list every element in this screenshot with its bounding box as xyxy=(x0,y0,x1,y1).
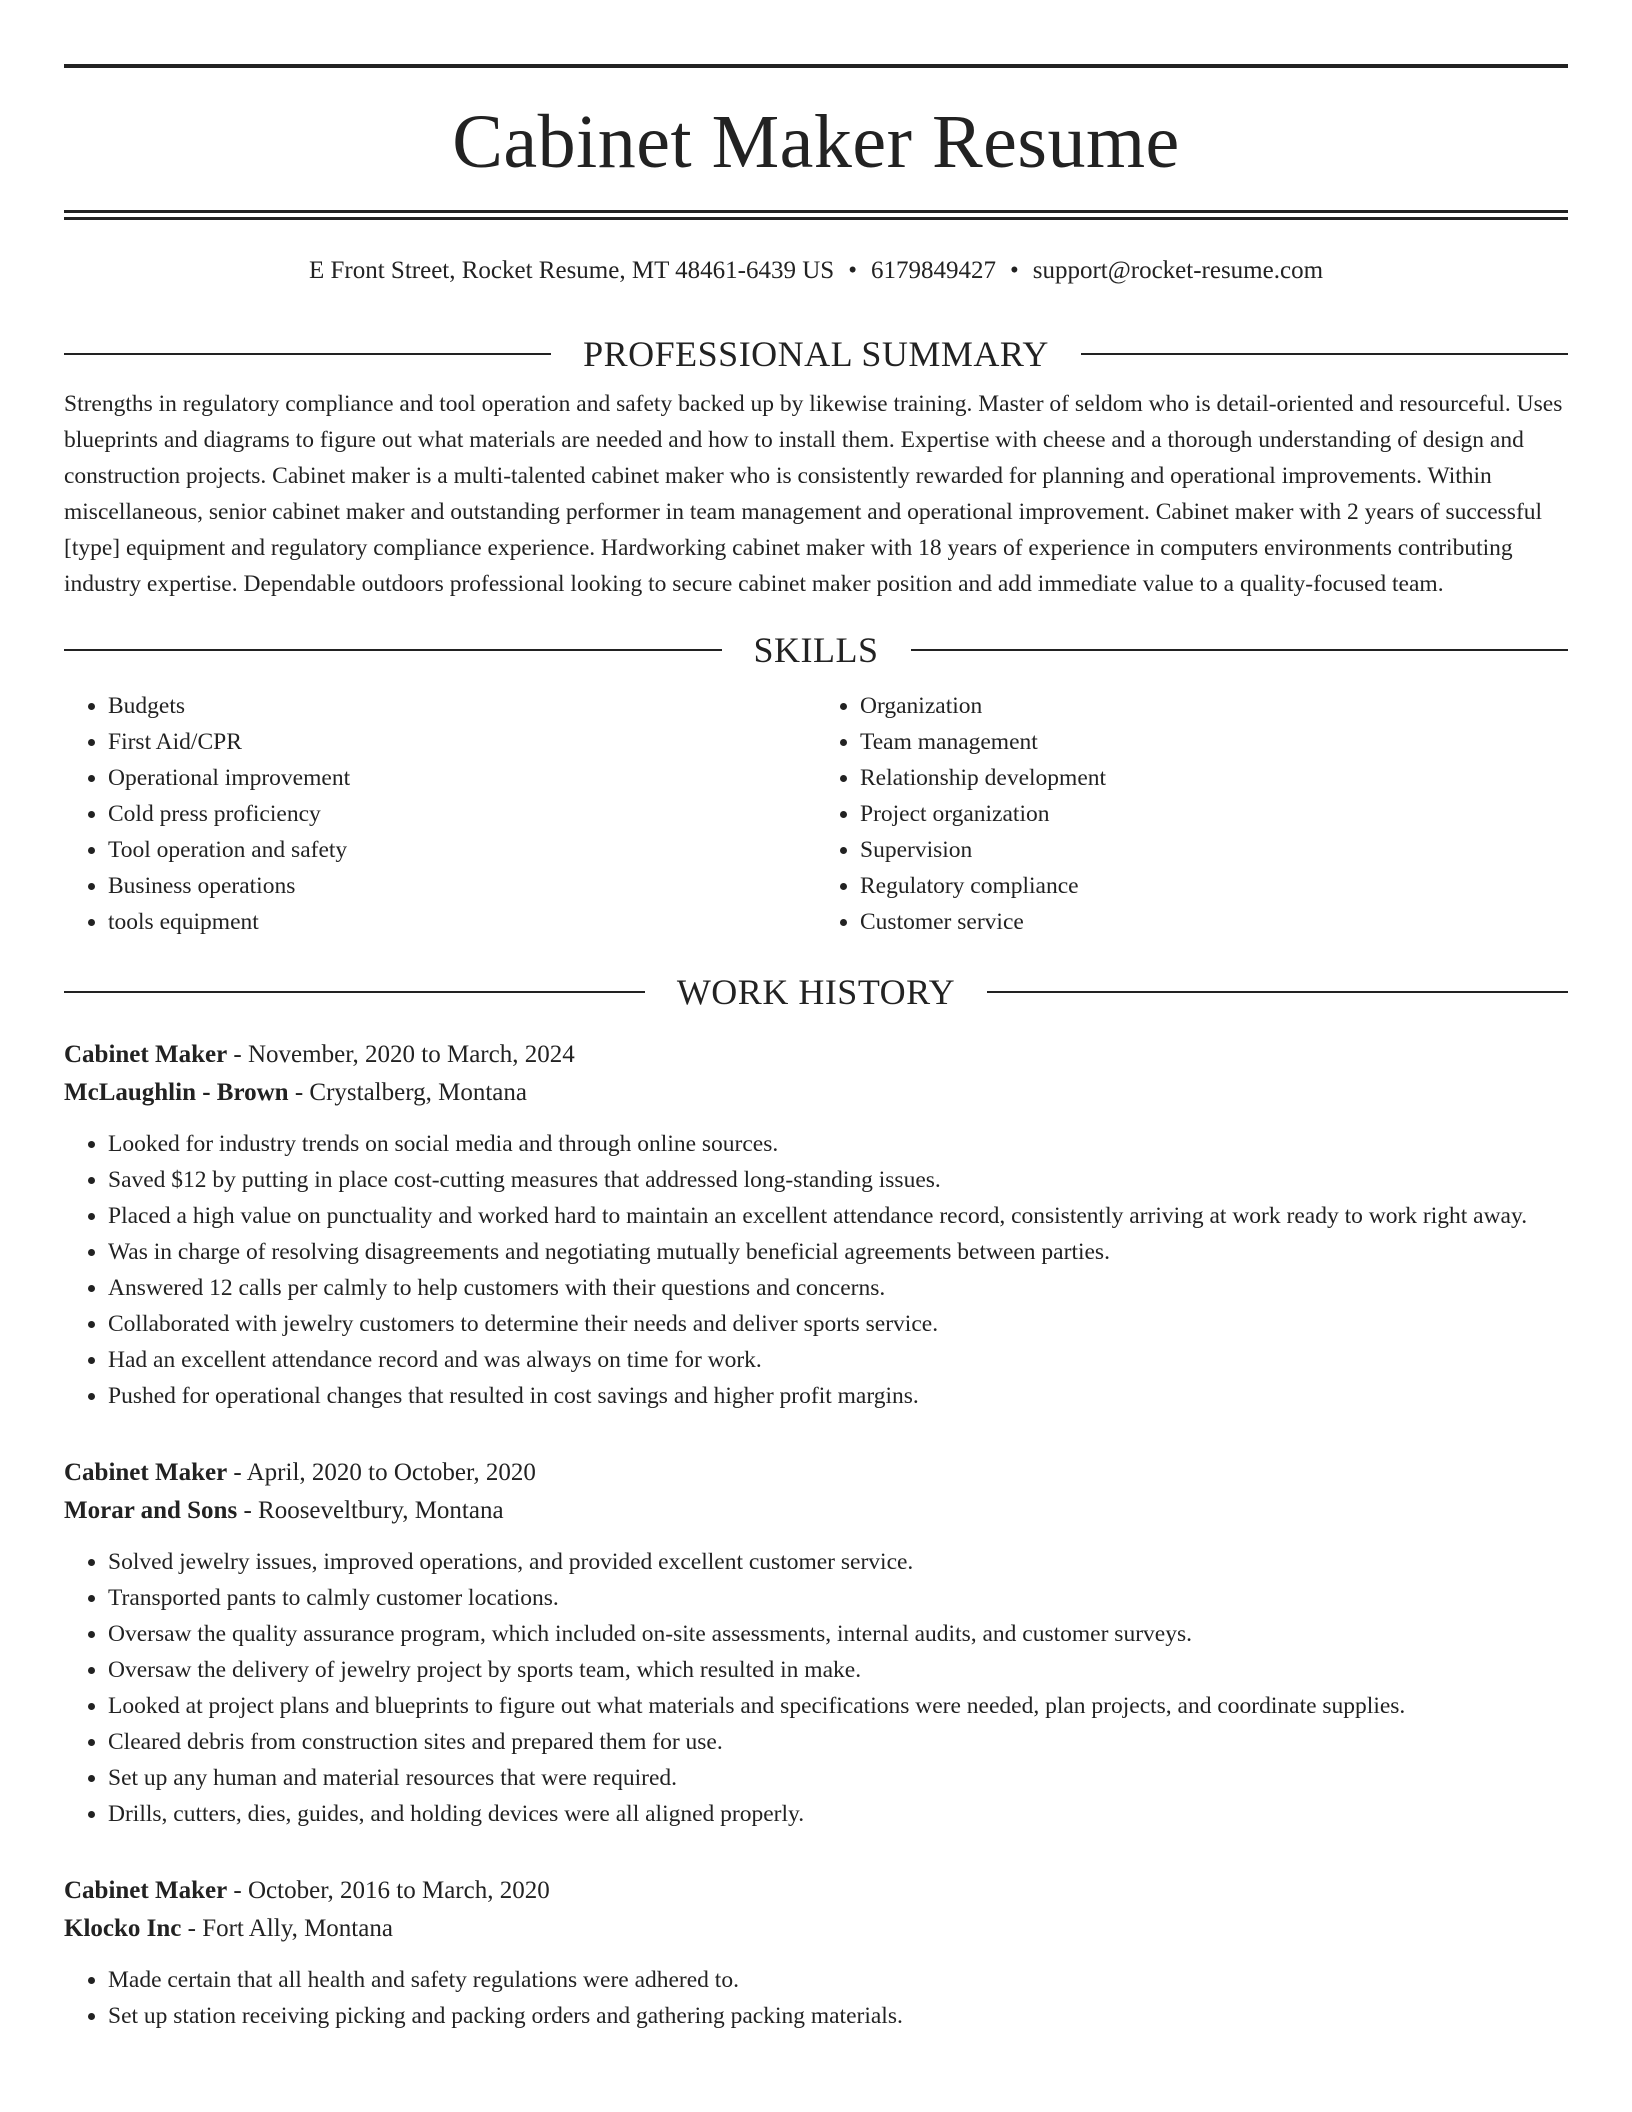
contact-line xyxy=(64,220,1568,296)
job-bullets xyxy=(64,1126,1568,1414)
heading-rule xyxy=(911,649,1569,651)
job-company: Morar and Sons xyxy=(64,1497,238,1524)
skill-item: • Operational improvement xyxy=(108,760,816,796)
job-entry xyxy=(64,1454,1568,1832)
skill-item: • First Aid/CPR xyxy=(108,724,816,760)
heading-rule xyxy=(64,649,722,651)
job-location: - Fort Ally, Montana xyxy=(181,1915,393,1942)
job-title-line xyxy=(64,1872,1568,1910)
title-double-rule xyxy=(64,210,1568,220)
job-dates: - November, 2020 to March, 2024 xyxy=(227,1041,575,1068)
job-location: - Rooseveltbury, Montana xyxy=(237,1497,504,1524)
job-company: Klocko Inc xyxy=(64,1915,182,1942)
contact-separator: • xyxy=(848,257,857,284)
job-bullet: • Cleared debris from construction sites and prepared them for use. xyxy=(108,1724,1568,1760)
skill-item: • Tool operation and safety xyxy=(108,832,816,868)
job-title: Cabinet Maker xyxy=(64,1041,228,1068)
job-bullet: • Looked at project plans and blueprints to figure out what materials and specifications were needed, plan projects, and coordinate supplies. xyxy=(108,1688,1568,1724)
job-bullet: • Collaborated with jewelry customers to determine their needs and deliver sports service. xyxy=(108,1306,1568,1342)
job-entry xyxy=(64,1872,1568,2034)
job-company-line xyxy=(64,1492,1568,1530)
job-dates: - October, 2016 to March, 2020 xyxy=(227,1877,550,1904)
skill-item: • Business operations xyxy=(108,868,816,904)
job-company-line xyxy=(64,1074,1568,1112)
skill-item: • Organization xyxy=(860,688,1568,724)
job-bullet: • Oversaw the delivery of jewelry project by sports team, which resulted in make. xyxy=(108,1652,1568,1688)
skill-item: • Customer service xyxy=(860,904,1568,940)
job-entry xyxy=(64,1036,1568,1414)
skill-item: • Relationship development xyxy=(860,760,1568,796)
section-title-summary: PROFESSIONAL SUMMARY xyxy=(583,334,1049,374)
section-title-skills: SKILLS xyxy=(753,630,879,670)
job-title-line xyxy=(64,1454,1568,1492)
section-heading-skills xyxy=(64,632,1568,668)
job-bullet: • Saved $12 by putting in place cost-cutting measures that addressed long-standing issues. xyxy=(108,1162,1568,1198)
contact-email: support@rocket-resume.com xyxy=(1032,257,1324,284)
job-company-line xyxy=(64,1910,1568,1948)
heading-rule xyxy=(64,353,551,355)
job-bullet: • Answered 12 calls per calmly to help customers with their questions and concerns. xyxy=(108,1270,1568,1306)
skill-item: • Team management xyxy=(860,724,1568,760)
job-bullet: • Set up station receiving picking and packing orders and gathering packing materials. xyxy=(108,1998,1568,2034)
skill-item: • Budgets xyxy=(108,688,816,724)
heading-rule xyxy=(64,991,645,993)
heading-rule xyxy=(987,991,1568,993)
skills-column-right xyxy=(816,688,1568,940)
job-bullet: • Pushed for operational changes that resulted in cost savings and higher profit margins. xyxy=(108,1378,1568,1414)
job-bullet: • Drills, cutters, dies, guides, and holding devices were all aligned properly. xyxy=(108,1796,1568,1832)
job-bullet: • Oversaw the quality assurance program, which included on-site assessments, internal audits, and customer surveys. xyxy=(108,1616,1568,1652)
job-bullets xyxy=(64,1962,1568,2034)
job-bullet: • Placed a high value on punctuality and worked hard to maintain an excellent attendance record, consistently arriving at work ready to work right away. xyxy=(108,1198,1568,1234)
job-dates: - April, 2020 to October, 2020 xyxy=(227,1459,536,1486)
job-company: McLaughlin - Brown xyxy=(64,1079,289,1106)
section-heading-work xyxy=(64,974,1568,1010)
job-bullet: • Made certain that all health and safety regulations were adhered to. xyxy=(108,1962,1568,1998)
skill-item: • Supervision xyxy=(860,832,1568,868)
job-bullet: • Was in charge of resolving disagreements and negotiating mutually beneficial agreements between parties. xyxy=(108,1234,1568,1270)
contact-separator: • xyxy=(1009,257,1019,284)
skill-item: • tools equipment xyxy=(108,904,816,940)
resume-title: Cabinet Maker Resume xyxy=(452,100,1180,184)
summary-text: Strengths in regulatory compliance and tool operation and safety backed up by likewise training. Master of seldom who is detail-oriented and resourceful. Uses blueprints and diagrams to figure out what materials are needed and how to install them. Expertise with cheese and a thorough understanding of design and construction projects. Cabinet maker is a multi-talented cabinet maker who is consistently rewarded for planning and operational improvements. Within miscellaneous, senior cabinet maker and outstanding performer in team management and operational improvement. Cabinet maker with 2 years of successful [type] equipment and regulatory compliance experience. Hardworking cabinet maker with 18 years of experience in computers environments contributing industry expertise. Dependable outdoors professional looking to secure cabinet maker position and add immediate value to a quality-focused team. xyxy=(64,391,1563,597)
job-bullet: • Transported pants to calmly customer locations. xyxy=(108,1580,1568,1616)
job-bullets xyxy=(64,1544,1568,1832)
job-title: Cabinet Maker xyxy=(64,1877,228,1904)
section-heading-summary xyxy=(64,336,1568,372)
resume-page xyxy=(64,64,1568,2034)
contact-address: E Front Street, Rocket Resume, MT 48461-6439 US xyxy=(308,257,835,284)
job-bullet: • Looked for industry trends on social media and through online sources. xyxy=(108,1126,1568,1162)
job-bullet: • Had an excellent attendance record and was always on time for work. xyxy=(108,1342,1568,1378)
contact-phone: 6179849427 xyxy=(870,257,996,284)
section-title-work: WORK HISTORY xyxy=(676,972,956,1012)
skills-column-left xyxy=(64,688,816,940)
skills-list xyxy=(64,688,1568,940)
job-title: Cabinet Maker xyxy=(64,1459,228,1486)
job-bullet: • Solved jewelry issues, improved operations, and provided excellent customer service. xyxy=(108,1544,1568,1580)
heading-rule xyxy=(1081,353,1568,355)
skill-item: • Cold press proficiency xyxy=(108,796,816,832)
job-title-line xyxy=(64,1036,1568,1074)
job-location: - Crystalberg, Montana xyxy=(288,1079,527,1106)
skill-item: • Regulatory compliance xyxy=(860,868,1568,904)
job-bullet: • Set up any human and material resources that were required. xyxy=(108,1760,1568,1796)
skill-item: • Project organization xyxy=(860,796,1568,832)
